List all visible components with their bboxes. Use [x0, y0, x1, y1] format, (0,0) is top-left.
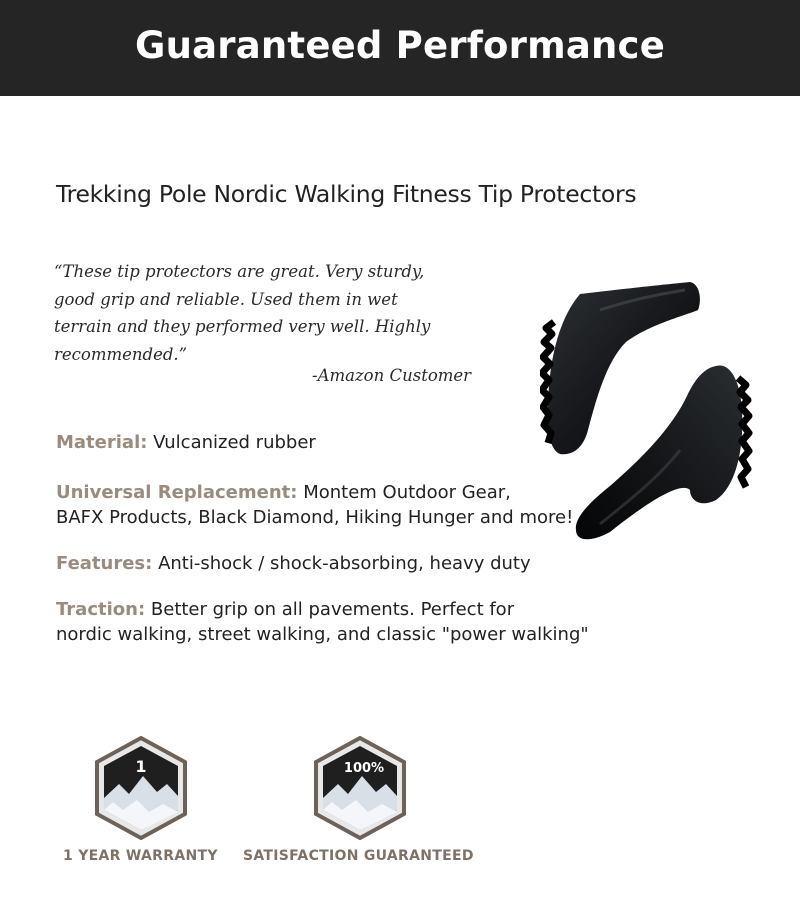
spec-value: Anti-shock / shock-absorbing, heavy duty — [158, 553, 531, 574]
satisfaction-caption: SATISFACTION GUARANTEED — [243, 848, 474, 864]
customer-review-quote — [54, 258, 514, 368]
spec-value: BAFX Products, Black Diamond, Hiking Hunger and more! — [56, 507, 574, 528]
spec-traction — [56, 597, 589, 647]
review-attribution: -Amazon Customer — [312, 366, 472, 385]
warranty-caption: 1 YEAR WARRANTY — [63, 848, 218, 864]
spec-universal-replacement — [56, 480, 573, 530]
spec-material — [56, 430, 316, 455]
review-line: terrain and they performed very well. Highly — [54, 317, 431, 336]
product-title: Trekking Pole Nordic Walking Fitness Tip Protectors — [56, 180, 637, 208]
badge-number: 1 — [135, 757, 147, 776]
spec-value: Vulcanized rubber — [153, 432, 316, 453]
spec-label: Traction: — [56, 599, 146, 620]
satisfaction-badge — [312, 736, 408, 840]
lower-tip-protector — [576, 365, 749, 539]
spec-label: Material: — [56, 432, 148, 453]
header-banner — [0, 0, 800, 96]
spec-label: Features: — [56, 553, 153, 574]
spec-features — [56, 551, 531, 576]
spec-value: Montem Outdoor Gear, — [303, 482, 511, 503]
header-title: Guaranteed Performance — [135, 23, 665, 67]
badge-percent: 100% — [343, 761, 385, 776]
review-line: good grip and reliable. Used them in wet — [54, 289, 398, 309]
spec-label: Universal Replacement: — [56, 482, 298, 503]
spec-value: Better grip on all pavements. Perfect for — [150, 599, 515, 620]
warranty-badge — [93, 736, 189, 840]
review-line: recommended.” — [54, 344, 188, 364]
spec-value: nordic walking, street walking, and classic "power walking" — [56, 624, 589, 645]
review-line: “These tip protectors are great. Very sturdy, — [54, 262, 425, 281]
